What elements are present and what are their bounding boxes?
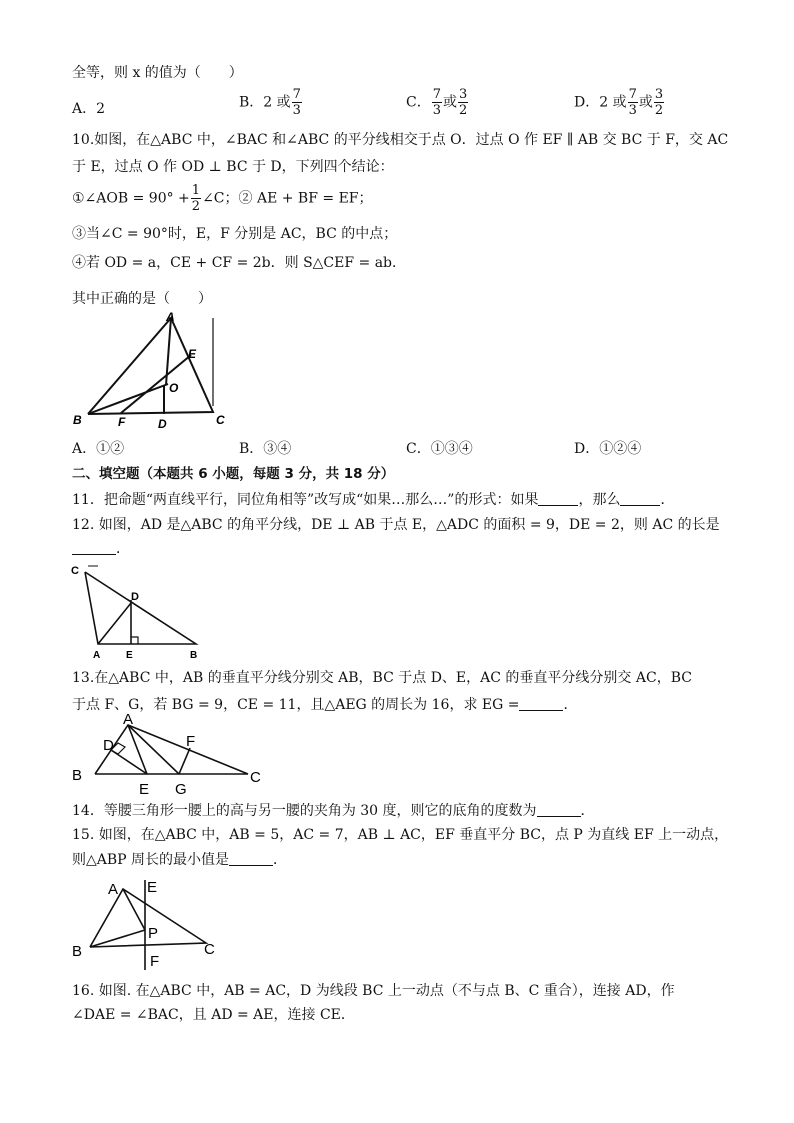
fraction: $\frac{7}{3}$	[628, 87, 637, 118]
q14: 14．等腰三角形一腰上的高与另一腰的夹角为 30 度，则它的底角的度数为 ．	[72, 803, 595, 819]
fraction: $\frac{3}{2}$	[654, 87, 664, 118]
label-e: E	[126, 650, 133, 661]
label-b: B	[72, 943, 83, 960]
label-p: P	[148, 925, 159, 942]
label-e: E	[139, 781, 150, 798]
q10-line-2: 于 E，过点 O 作 OD ⊥ BC 于 D，下列四个结论：	[72, 159, 394, 175]
q9-option-b-prefix: B．2 或	[239, 94, 291, 111]
answer-blank	[519, 696, 563, 711]
q10-option-a: A．①②	[72, 441, 125, 457]
q15-line-1: 15. 如图，在△ABC 中，AB = 5，AC = 7，AB ⊥ AC，EF 垂直平分 BC，点 P 为直线 EF 上一动点，	[72, 827, 729, 843]
label-a: A	[123, 711, 134, 728]
q13-figure	[68, 710, 268, 802]
label-d: D	[131, 591, 139, 603]
q9-tail: 全等，则 x 的值为（ ）	[72, 65, 243, 81]
q16-line-1: 16. 如图. 在△ABC 中，AB = AC，D 为线段 BC 上一动点（不与点 B、C 重合），连接 AD，作	[72, 983, 675, 999]
label-c: C	[204, 941, 215, 958]
bisector-ad	[98, 603, 131, 644]
label-d: D	[158, 417, 167, 431]
q10-figure	[68, 310, 238, 432]
label-c: C	[71, 565, 79, 577]
answer-blank	[229, 851, 273, 866]
q10-line-1: 10.如图，在△ABC 中，∠BAC 和∠ABC 的平分线相交于点 O．过点 O 作 EF ∥ AB 交 BC 于 F，交 AC	[72, 132, 729, 148]
fraction-one-half: $\frac{1}{2}$	[191, 183, 201, 214]
label-e: E	[188, 347, 197, 361]
label-b: B	[72, 767, 83, 784]
q9-option-a: A．2	[72, 101, 106, 117]
label-b: B	[190, 650, 198, 661]
label-a: A	[166, 310, 175, 324]
q12-line-1: 12. 如图，AD 是△ABC 的角平分线，DE ⊥ AB 于点 E，△ADC 的面积 = 9，DE = 2，则 AC 的长是	[72, 517, 720, 533]
answer-blank	[537, 802, 581, 817]
label-f: F	[118, 415, 126, 429]
fraction: $\frac{3}{2}$	[459, 87, 468, 118]
q10-statement-3: ③当∠C = 90°时，E，F 分别是 AC，BC 的中点；	[72, 226, 398, 242]
answer-blank	[538, 491, 578, 506]
label-c: C	[216, 413, 225, 427]
label-a: A	[108, 881, 119, 898]
label-g: G	[175, 781, 187, 798]
q12-figure	[68, 560, 208, 664]
q9-option-d-prefix: D．2 或	[574, 94, 627, 111]
q15-line-2: 则△ABP 周长的最小值是 ．	[72, 852, 288, 868]
q12-line-2: ．	[72, 540, 130, 558]
triangle-abc	[88, 318, 213, 414]
q10-statement-1-2: ①∠AOB = 90° + $\frac{1}{2}$ ∠C；② AE + BF = EF；	[72, 183, 373, 214]
label-e: E	[147, 879, 158, 896]
label-a: A	[93, 650, 101, 661]
q11: 11．把命题“两直线平行，同位角相等”改写成“如果…那么…”的形式：如果 ，那么 ．	[72, 492, 675, 508]
q13-line-2: 于点 F、G，若 BG = 9，CE = 11，且△AEG 的周长为 16，求 EG = ．	[72, 697, 578, 713]
q9-option-c-prefix: C．	[406, 94, 431, 111]
q10-option-c: C．①③④	[406, 441, 473, 457]
label-c: C	[250, 769, 261, 786]
label-b: B	[73, 413, 82, 427]
answer-blank	[72, 540, 116, 555]
label-f: F	[186, 733, 196, 750]
q10-statement-4: ④若 OD = a，CE + CF = 2b．则 S△CEF = ab．	[72, 255, 407, 271]
fraction: $\frac{7}{3}$	[292, 87, 301, 118]
segment-ap	[123, 889, 145, 930]
label-d: D	[103, 737, 114, 754]
answer-blank	[620, 491, 660, 506]
q10-option-b: B．③④	[239, 441, 292, 457]
q9-option-c: C． $\frac{7}{3}$ 或 $\frac{3}{2}$	[406, 87, 468, 118]
q9-option-b	[239, 88, 303, 117]
q13-line-1: 13.在△ABC 中，AB 的垂直平分线分别交 AB，BC 于点 D、E，AC 的垂直平分线分别交 AC，BC	[72, 670, 692, 686]
q10-option-d: D．①②④	[574, 441, 642, 457]
q10-ask: 其中正确的是（ ）	[72, 291, 212, 307]
label-o: O	[169, 381, 179, 395]
q16-line-2: ∠DAE = ∠BAC，且 AD = AE，连接 CE．	[72, 1007, 355, 1023]
q9-option-d: D．2 或 $\frac{7}{3}$ 或 $\frac{3}{2}$	[574, 87, 664, 118]
label-f: F	[150, 953, 160, 970]
perp-bisector-fg	[179, 748, 190, 774]
q15-figure	[68, 874, 238, 974]
fraction: $\frac{7}{3}$	[432, 87, 441, 118]
right-angle-mark	[131, 637, 138, 644]
triangle-abc	[85, 572, 196, 644]
section-title: 二、填空题（本题共 6 小题，每题 3 分，共 18 分）	[72, 466, 395, 482]
